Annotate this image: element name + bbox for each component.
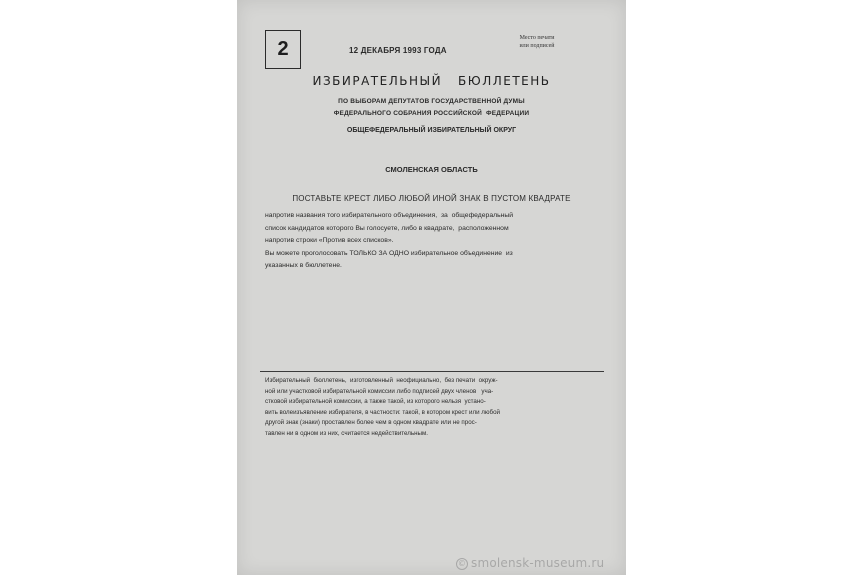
- instruction-line: указанных в бюллетене.: [265, 262, 342, 269]
- instruction-line: напротив названия того избирательного объединения, за общефедеральный: [265, 212, 514, 219]
- instruction-text: [265, 210, 583, 273]
- watermark-text: smolensk-museum.ru: [471, 556, 605, 570]
- seal-place-line: Место печати: [519, 35, 555, 41]
- seal-place-line: или подписей: [519, 43, 555, 49]
- footnote-line: Избирательный бюллетень, изготовленный неофициально, без печати окруж-: [265, 377, 498, 384]
- district-name: ОБЩЕФЕДЕРАЛЬНЫЙ ИЗБИРАТЕЛЬНЫЙ ОКРУГ: [346, 127, 517, 134]
- watermark: [456, 556, 604, 570]
- seal-place-note: [505, 34, 569, 50]
- footnote-line: ной или участковой избирательной комиссии либо подписей двух членов уча-: [265, 387, 494, 395]
- copyright-icon: ©: [457, 559, 467, 568]
- separator-rule: [260, 371, 604, 372]
- footnote-line: тавлен ни в одном из них, считается недействительным.: [265, 429, 428, 437]
- ballot-number: 2: [265, 30, 301, 69]
- subtitle-line: ФЕДЕРАЛЬНОГО СОБРАНИЯ РОССИЙСКОЙ ФЕДЕРАЦИИ: [333, 110, 530, 117]
- footnote-line: другой знак (знаки) проставлен более чем в одном квадрате или не прос-: [265, 419, 477, 427]
- subtitle-line: ПО ВЫБОРАМ ДЕПУТАТОВ ГОСУДАРСТВЕННОЙ ДУМЫ: [338, 98, 525, 105]
- ballot-subtitle: [237, 96, 626, 120]
- ballot-paper: [237, 0, 626, 575]
- ballot-title: ИЗБИРАТЕЛЬНЫЙ БЮЛЛЕТЕНЬ: [312, 74, 551, 88]
- instruction-line: список кандидатов которого Вы голосуете, либо в квадрате, расположенном: [265, 224, 509, 232]
- instruction-line: Вы можете проголосовать ТОЛЬКО ЗА ОДНО избирательное объединение из: [265, 249, 513, 257]
- footnote-line: вить волеизъявление избирателя, в частности: такой, в котором крест или любой: [265, 408, 500, 416]
- instruction-line: напротив строки «Против всех списков».: [265, 237, 394, 244]
- election-date: 12 ДЕКАБРЯ 1993 ГОДА: [349, 46, 447, 55]
- region-name: СМОЛЕНСКАЯ ОБЛАСТЬ: [385, 165, 478, 174]
- validity-footnote: [265, 376, 595, 440]
- instruction-heading: ПОСТАВЬТЕ КРЕСТ ЛИБО ЛЮБОЙ ИНОЙ ЗНАК В ПУСТОМ КВАДРАТЕ: [292, 194, 571, 203]
- footnote-line: стковой избирательной комиссии, а также такой, из которого нельзя устано-: [265, 398, 486, 406]
